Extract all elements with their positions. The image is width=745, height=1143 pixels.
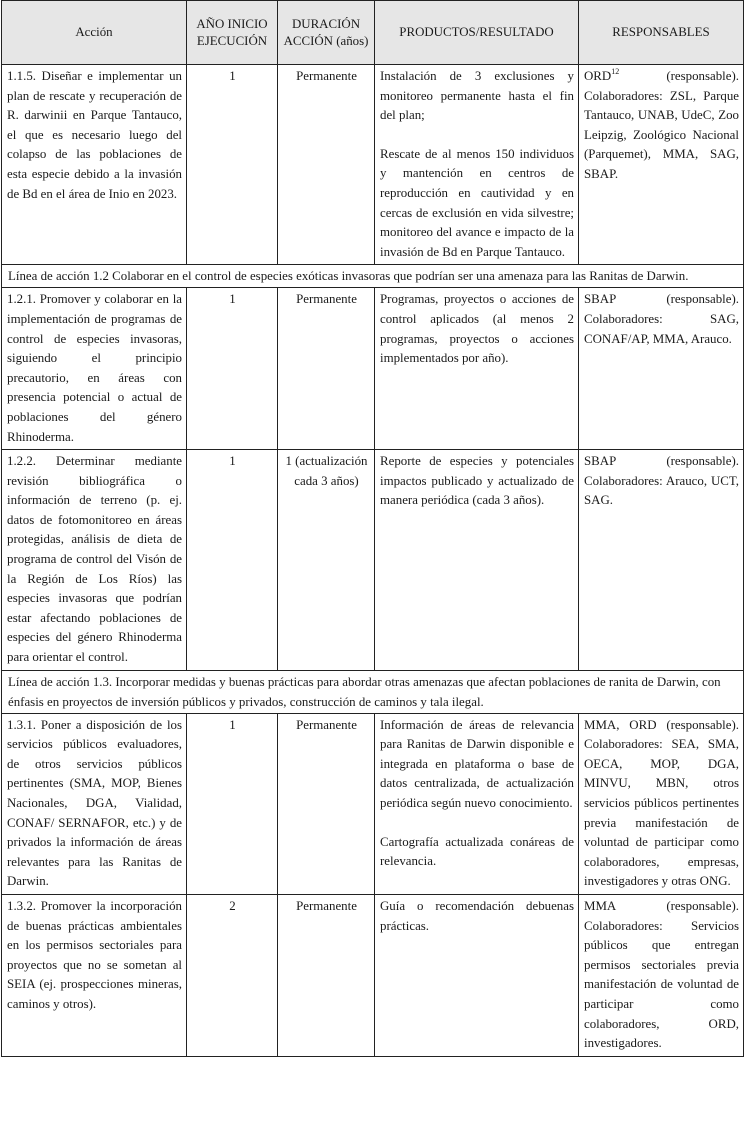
cell-duracion: Permanente xyxy=(278,713,375,894)
cell-responsables: SBAP (responsable). Colaboradores: SAG, CONAF/AP, MMA, Arauco. xyxy=(579,288,744,450)
productos-paragraph: Información de áreas de relevancia para Ranitas de Darwin disponible e integrada en plataforma o base de datos centralizada, de actualización periódica según nuevo conocimiento. xyxy=(380,717,574,810)
cell-duracion: Permanente xyxy=(278,288,375,450)
cell-anio: 1 xyxy=(187,450,278,671)
table-row xyxy=(2,894,744,1056)
cell-anio: 1 xyxy=(187,65,278,265)
cell-responsables: MMA, ORD (responsable). Colaboradores: SEA, SMA, OECA, MOP, DGA, MINVU, MBN, otros servicios públicos pertinentes previa manifestación de voluntad de participar como colaboradores, empresas, investigadores y otras ONG. xyxy=(579,713,744,894)
cell-responsables: SBAP (responsable). Colaboradores: Arauco, UCT, SAG. xyxy=(579,450,744,671)
cell-accion: 1.2.1. Promover y colaborar en la implementación de programas de control de especies invasoras, siguiendo el principio precautorio, en áreas con presencia potencial o actual de poblaciones del género Rhinoderma. xyxy=(2,288,187,450)
cell-responsables: MMA (responsable). Colaboradores: Servicios públicos que entregan permisos sectoriales previa manifestación de voluntad de participar como colaboradores, ORD, investigadores. xyxy=(579,894,744,1056)
cell-productos: Guía o recomendación debuenas prácticas. xyxy=(375,894,579,1056)
cell-responsables xyxy=(579,65,744,265)
cell-productos xyxy=(375,65,579,265)
cell-anio: 1 xyxy=(187,713,278,894)
header-responsables: RESPONSABLES xyxy=(579,1,744,65)
cell-accion: 1.1.5. Diseñar e implementar un plan de rescate y recuperación de R. darwinii en Parque Tantauco, el que es necesario luego del colapso de las poblaciones de esta especie debido a la invasión de Bd en el área de Inio en 2023. xyxy=(2,65,187,265)
cell-anio: 1 xyxy=(187,288,278,450)
footnote-marker: 12 xyxy=(611,67,620,76)
table-row xyxy=(2,450,744,671)
cell-accion: 1.2.2. Determinar mediante revisión bibliográfica o información de terreno (p. ej. datos de fotomonitoreo en áreas protegidas, análisis de dieta de programa de control del Visón de la Región de Los Ríos) las especies invasoras que podrían estar afectando poblaciones de especies del género Rhinoderma para orientar el control. xyxy=(2,450,187,671)
cell-accion: 1.3.2. Promover la incorporación de buenas prácticas ambientales en los permisos sectoriales para proyectos que no se sometan al SEIA (ej. prospecciones mineras, caminos y otros). xyxy=(2,894,187,1056)
header-productos: PRODUCTOS/RESULTADO xyxy=(375,1,579,65)
cell-accion: 1.3.1. Poner a disposición de los servicios públicos evaluadores, de otros servicios públicos pertinentes (SMA, MOP, Bienes Nacionales, DGA, Vialidad, CONAF/ SERNAFOR, etc.) y de privados la información de áreas relevantes para las Ranitas de Darwin. xyxy=(2,713,187,894)
productos-paragraph: Rescate de al menos 150 individuos y mantención en centros de reproducción en cautividad y en cercas de exclusión en vida silvestre; monitoreo del avance e impacto de la invasión de Bd en Parque Tantauco. xyxy=(380,146,574,259)
header-duracion: DURACIÓN ACCIÓN (años) xyxy=(278,1,375,65)
cell-productos xyxy=(375,713,579,894)
productos-paragraph: Cartografía actualizada conáreas de relevancia. xyxy=(380,834,574,869)
table-header-row xyxy=(2,1,744,65)
header-accion: Acción xyxy=(2,1,187,65)
cell-anio: 2 xyxy=(187,894,278,1056)
table-row xyxy=(2,288,744,450)
responsable-org: ORD xyxy=(584,69,612,83)
action-plan-table xyxy=(1,0,744,1057)
productos-paragraph: Instalación de 3 exclusiones y monitoreo permanente hasta el fin del plan; xyxy=(380,69,574,123)
line-of-action-1-2: Línea de acción 1.2 Colaborar en el control de especies exóticas invasoras que podrían ser una amenaza para las Ranitas de Darwin. xyxy=(2,265,744,288)
table-row xyxy=(2,65,744,265)
header-anio-inicio: AÑO INICIO EJECUCIÓN xyxy=(187,1,278,65)
line-of-action-row xyxy=(2,265,744,288)
cell-duracion: Permanente xyxy=(278,894,375,1056)
responsables-text: (responsable). Colaboradores: ZSL, Parque Tantauco, UNAB, UdeC, Zoo Leipzig, Zoológico Nacional (Parquemet), MMA, SAG, SBAP. xyxy=(584,69,739,181)
table-row xyxy=(2,713,744,894)
cell-productos: Programas, proyectos o acciones de control aplicados (al menos 2 programas, proyectos o acciones implementados por año). xyxy=(375,288,579,450)
cell-productos: Reporte de especies y potenciales impactos publicado y actualizado de manera periódica (cada 3 años). xyxy=(375,450,579,671)
line-of-action-1-3: Línea de acción 1.3. Incorporar medidas y buenas prácticas para abordar otras amenazas que afectan poblaciones de ranita de Darwin, con énfasis en proyectos de inversión públicos y privados, construcción de caminos y tala ilegal. xyxy=(2,670,744,713)
cell-duracion: Permanente xyxy=(278,65,375,265)
cell-duracion: 1 (actualización cada 3 años) xyxy=(278,450,375,671)
line-of-action-row xyxy=(2,670,744,713)
